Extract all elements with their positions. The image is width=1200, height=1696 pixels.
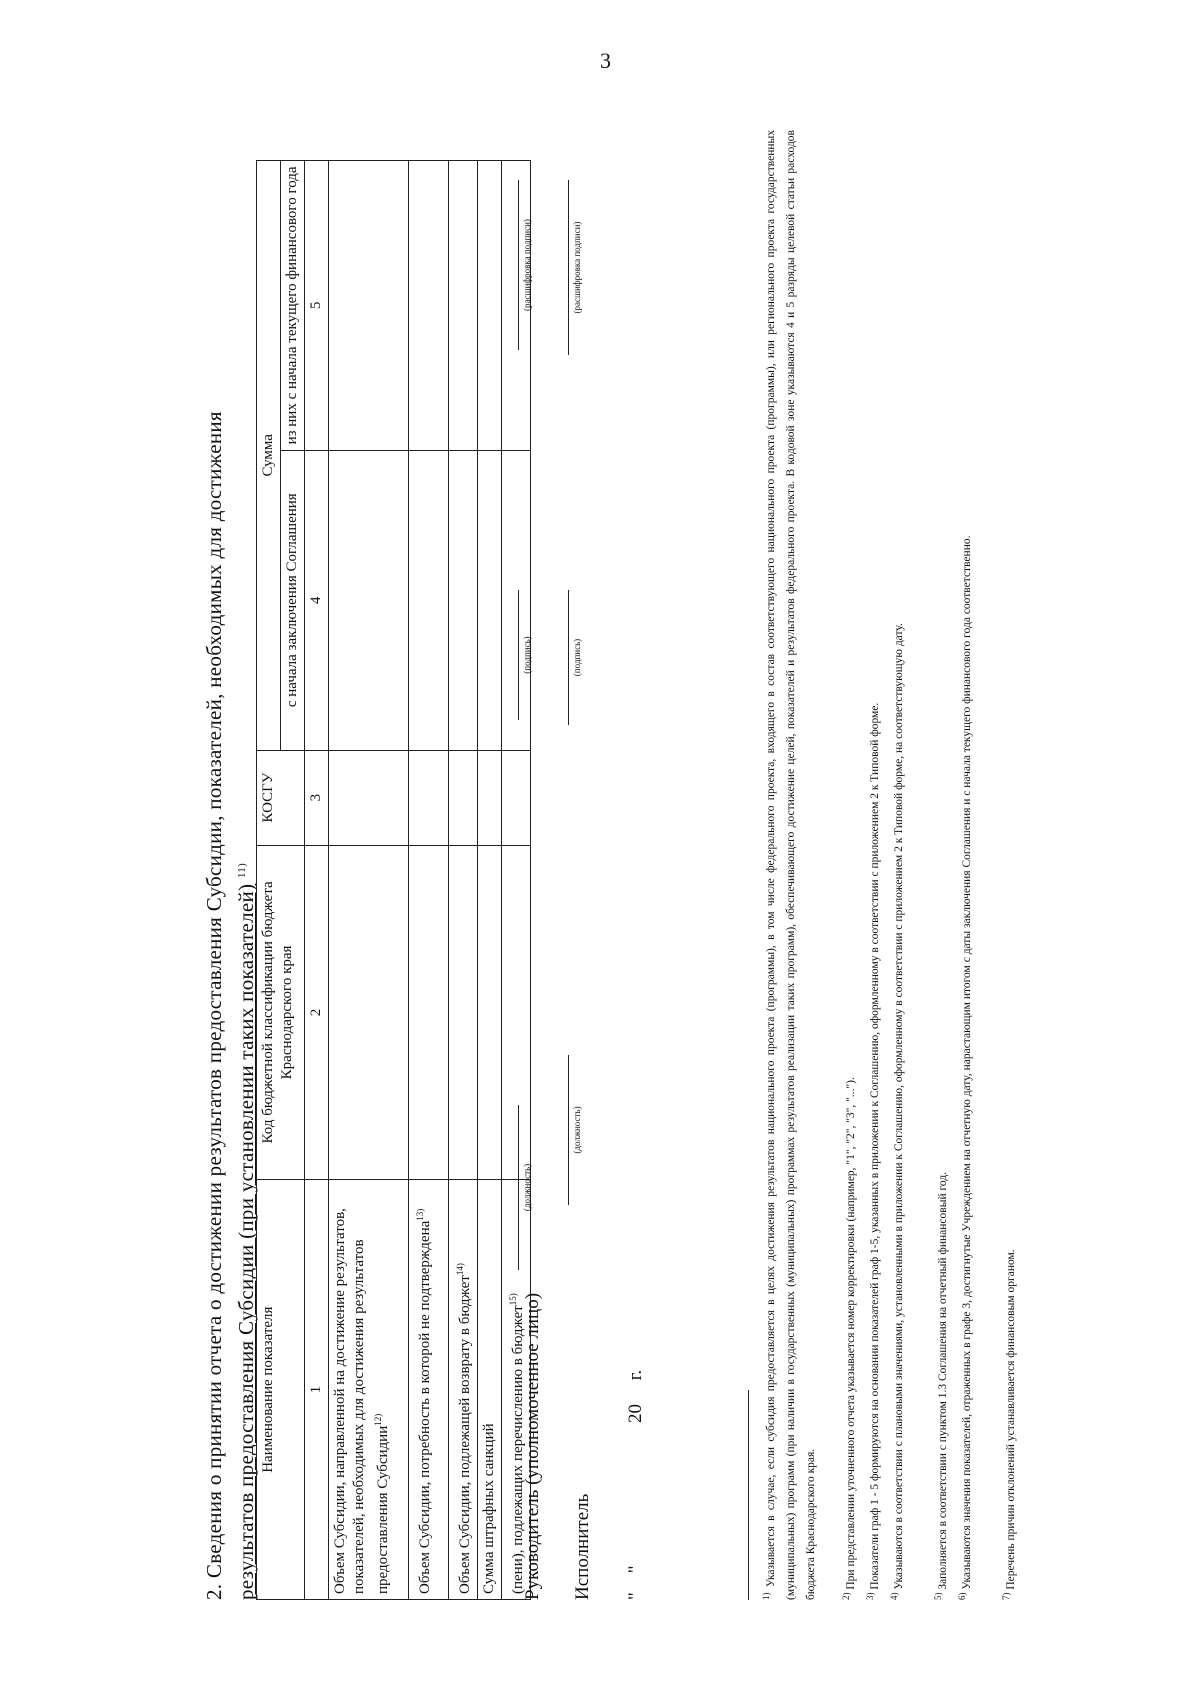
rotated-content bbox=[200, 110, 1080, 1610]
head-decode-caption: (расшифровка подписи) bbox=[522, 219, 532, 311]
footnote: $^{4)}$ Указываются в соответствии с плановыми значениями, установленными в приложении к Соглашению, оформленному в соответствии с приложением 2 к Типовой форме, на соответствующую дату. bbox=[889, 623, 905, 1600]
date-line: " " 20 г. bbox=[625, 1369, 646, 1600]
row-label: Объем Субсидии, подлежащей возврату в бюджет$^{14)}$ bbox=[449, 1180, 478, 1600]
row-label: Сумма штрафных санкций bbox=[478, 1180, 502, 1600]
executor-decode-caption: (расшифровка подписи) bbox=[572, 221, 582, 314]
table-row bbox=[449, 161, 478, 1600]
head-signature-caption: (подпись) bbox=[522, 636, 532, 674]
executor-label: Исполнитель bbox=[572, 1493, 593, 1600]
executor-signature-caption: (подпись) bbox=[572, 638, 582, 677]
row-label: Объем Субсидии, направленной на достижение результатов, показателей, необходимых для достижения результатов предоставления Субсидии$^{12)}$ bbox=[329, 1180, 409, 1600]
col-number: 5 bbox=[305, 161, 329, 451]
cell bbox=[449, 750, 478, 845]
executor-decode-line bbox=[568, 180, 569, 355]
table-row bbox=[329, 161, 409, 1600]
footnote: $^{2)}$ При представлении уточненного отчета указывается номер корректировки (например, "1", "2", "3", "..."). bbox=[841, 1077, 857, 1600]
head-decode-line bbox=[518, 180, 519, 350]
heading-line-2: результатов предоставления Субсидии (при установлении таких показателей) bbox=[234, 883, 258, 1600]
section-heading bbox=[200, 100, 260, 1600]
cell bbox=[409, 750, 449, 845]
footnote: $^{5)}$ Заполняется в соответствии с пунктом 1.3 Соглашения на отчетный финансовый год. bbox=[933, 1171, 949, 1600]
cell bbox=[409, 161, 449, 451]
executor-signature-line bbox=[568, 590, 569, 725]
heading-footnote-mark: 11) bbox=[236, 862, 248, 879]
cell bbox=[409, 450, 449, 750]
table-header-row bbox=[257, 161, 281, 1600]
header-sum-from-year: из них с начала текущего финансового года bbox=[281, 161, 305, 451]
cell bbox=[329, 450, 409, 750]
cell bbox=[478, 450, 502, 750]
cell bbox=[329, 845, 409, 1180]
row-label: (пени), подлежащих перечислению в бюджет$^{15)}$ bbox=[502, 1180, 531, 1600]
header-sum: Сумма bbox=[257, 161, 281, 751]
head-position-line bbox=[518, 1105, 519, 1270]
header-name: Наименование показателя bbox=[257, 1180, 305, 1600]
executor-position-caption: (должность) bbox=[572, 1106, 582, 1154]
header-sum-from-agreement: с начала заключения Соглашения bbox=[281, 450, 305, 750]
col-number: 3 bbox=[305, 750, 329, 845]
row-label: Объем Субсидии, потребность в которой не подтверждена$^{13)}$ bbox=[409, 1180, 449, 1600]
table-row bbox=[478, 161, 502, 1600]
col-number: 4 bbox=[305, 450, 329, 750]
cell bbox=[449, 450, 478, 750]
table-row bbox=[409, 161, 449, 1600]
cell bbox=[329, 750, 409, 845]
footnote: $^{7)}$ Перечень причин отклонений устанавливается финансовым органом. bbox=[1001, 1249, 1017, 1600]
cell bbox=[478, 161, 502, 451]
footnote: $^{3)}$ Показатели граф 1 - 5 формируются на основании показателей граф 1-5, указанных в приложении к Соглашению, оформленному в соответствии с приложением 2 к Типовой форме. bbox=[865, 702, 881, 1600]
head-position-caption: (должность) bbox=[522, 1163, 532, 1212]
heading-line-1: 2. Сведения о принятии отчета о достижении результатов предоставления Субсидии, показателей, необходимых для достижения bbox=[202, 411, 226, 1600]
header-code: Код бюджетной классификации бюджета Краснодарского края bbox=[257, 845, 305, 1180]
footnote-separator bbox=[748, 1390, 749, 1600]
cell bbox=[478, 750, 502, 845]
head-signature-line bbox=[518, 590, 519, 720]
cell bbox=[329, 161, 409, 451]
head-label: Руководитель (уполномоченное лицо) bbox=[522, 1292, 543, 1600]
footnote: $^{1)}$ Указывается в случае, если субсидия предоставляется в целях достижения результатов национального проекта (программы), в том числе федерального проекта, входящего в состав соответствующего национального проекта (программы), или регионального проекта государственных (муниципальных) программ (при наличии в государственных (муниципальных) программах результатов реализации таких программ), обеспечивающего достижение целей, показателей и результатов федерального проекта. В кодовой зоне указываются 4 и 5 разряды целевой статьи расходов бюджета Краснодарского края. bbox=[761, 129, 817, 1600]
cell bbox=[409, 845, 449, 1180]
cell bbox=[502, 750, 531, 845]
col-number: 1 bbox=[305, 1180, 329, 1600]
header-kosgu: КОСГУ bbox=[257, 750, 305, 845]
cell bbox=[478, 845, 502, 1180]
cell bbox=[449, 845, 478, 1180]
indicators-table bbox=[256, 160, 531, 1600]
col-number: 2 bbox=[305, 845, 329, 1180]
cell bbox=[449, 161, 478, 451]
footnote: $^{6)}$ Указываются значения показателей, отраженных в графе 3, достигнутые Учреждением на отчетную дату, нарастающим итогом с даты заключения Соглашения и с начала текущего финансового года соответственно. bbox=[957, 535, 973, 1600]
column-number-row bbox=[305, 161, 329, 1600]
executor-position-line bbox=[568, 1055, 569, 1205]
page-number: 3 bbox=[600, 48, 611, 73]
